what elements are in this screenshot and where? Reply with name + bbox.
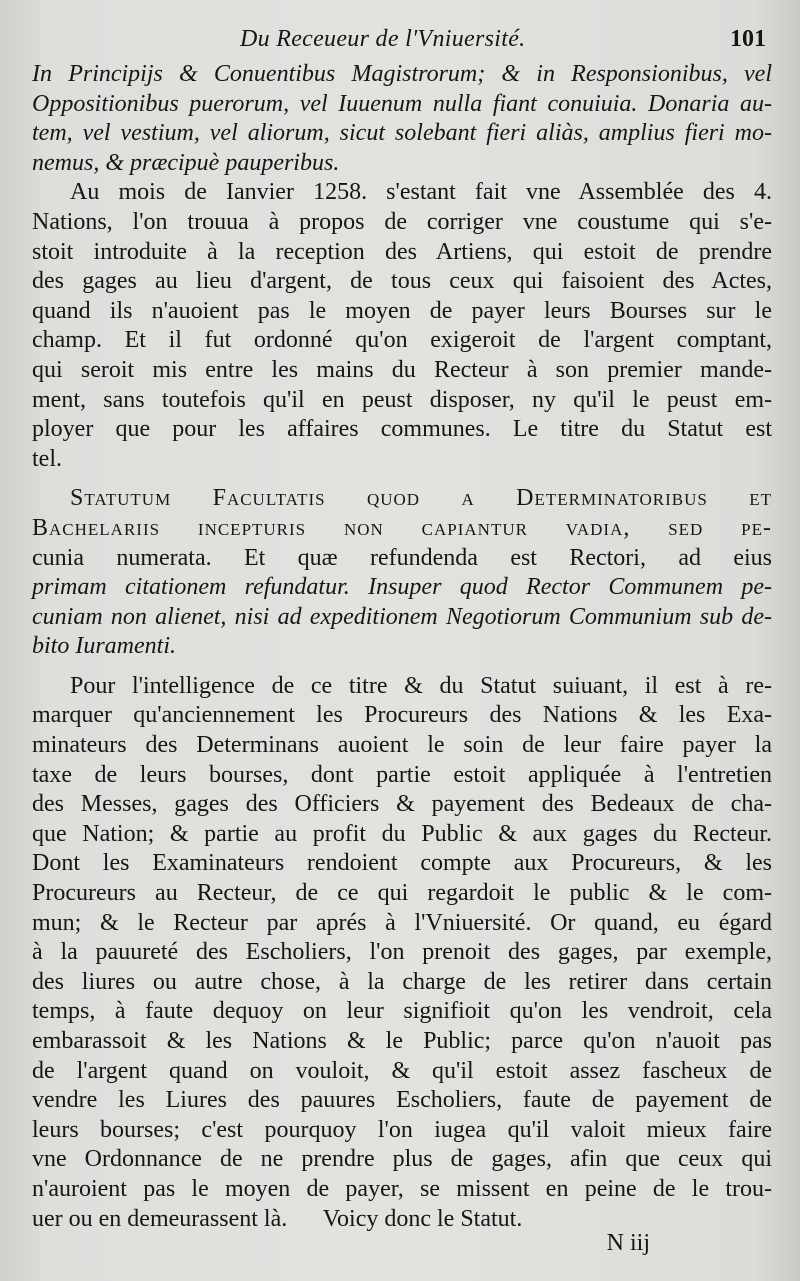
- paragraph-gap: [32, 662, 772, 672]
- running-title: Du Receueur de l'Vniuersité.: [240, 26, 526, 52]
- text-line: ment, sans toutefois qu'il en peust disposer, ny qu'il le peust em-: [32, 386, 772, 413]
- text-line: mun; & le Recteur par aprés à l'Vniuersité. Or quand, eu égard: [32, 909, 772, 936]
- text-line: Procureurs au Recteur, de ce qui regardoit le public & le com-: [32, 880, 772, 907]
- text-line: taxe de leurs bourses, dont partie estoit appliquée à l'entretien: [32, 761, 772, 788]
- text-line: nemus, & præcipuè pauperibus.: [32, 149, 340, 176]
- text-line: à la pauureté des Escholiers, l'on prenoit des gages, par exemple,: [32, 939, 772, 966]
- text-line: Pour l'intelligence de ce titre & du Statut suiuant, il est à re-: [70, 672, 772, 699]
- text-line: Statutum Facultatis quod a Determinatoribus et: [70, 485, 772, 512]
- text-line: Bachelariis incepturis non capiantur vadia, sed pe-: [32, 514, 772, 541]
- text-line: cunia numerata. Et quæ refundenda est Rectori, ad eius: [32, 544, 772, 571]
- text-line: Au mois de Ianvier 1258. s'estant fait vne Assemblée des 4.: [70, 179, 772, 206]
- text-line: uer ou en demeurassent là. Voicy donc le Statut.: [32, 1205, 523, 1232]
- text-line: des liures ou autre chose, à la charge de les retirer dans certain: [32, 968, 772, 995]
- text-line: In Principijs & Conuentibus Magistrorum; & in Responsionibus, vel: [32, 61, 772, 87]
- paragraph-gap: [32, 474, 772, 484]
- text-line: n'auroient pas le moyen de payer, se missent en peine de le trou-: [32, 1175, 772, 1202]
- text-line: tel.: [32, 445, 62, 472]
- latin-quotation: [32, 60, 772, 178]
- text-line: de l'argent quand on vouloit, & qu'il estoit assez fascheux de: [32, 1057, 772, 1084]
- paragraph-assemblee: [32, 178, 772, 474]
- text-line: temps, à faute dequoy on leur signifioit qu'on les vendroit, cela: [32, 998, 772, 1025]
- text-line: Oppositionibus puerorum, vel Iuuenum nulla fiant conuiuia. Donaria au-: [32, 90, 772, 117]
- text-line: Dont les Examinateurs rendoient compte aux Procureurs, & les: [32, 850, 772, 877]
- running-head: [0, 26, 800, 60]
- text-line: stoit introduite à la reception des Artiens, qui estoit de prendre: [32, 238, 772, 265]
- paragraph-intelligence: [32, 672, 772, 1234]
- text-line: ployer que pour les affaires communes. Le titre du Statut est: [32, 416, 772, 443]
- text-line: cuniam non alienet, nisi ad expeditionem Negotiorum Communium sub de-: [32, 603, 772, 630]
- statute-title: [32, 484, 772, 662]
- text-line: Nations, l'on trouua à propos de corriger vne coustume qui s'e-: [32, 208, 772, 235]
- page-body: [32, 60, 772, 1234]
- text-line: des Messes, gages des Officiers & payement des Bedeaux de cha-: [32, 791, 772, 818]
- text-line: marquer qu'anciennement les Procureurs des Nations & les Exa-: [32, 702, 772, 729]
- text-line: leurs bourses; c'est pourquoy l'on iugea qu'il valoit mieux faire: [32, 1116, 772, 1143]
- page-number: 101: [730, 26, 766, 52]
- signature-mark: N iij: [606, 1230, 650, 1256]
- text-line: primam citationem refundatur. Insuper quod Rector Communem pe-: [32, 574, 772, 601]
- text-line: qui seroit mis entre les mains du Recteur à son premier mande-: [32, 356, 772, 383]
- text-line: que Nation; & partie au profit du Public & aux gages du Recteur.: [32, 820, 772, 847]
- text-line: vne Ordonnance de ne prendre plus de gages, afin que ceux qui: [32, 1146, 772, 1173]
- text-line: vendre les Liures des pauures Escholiers, faute de payement de: [32, 1087, 772, 1114]
- text-line: quand ils n'auoient pas le moyen de payer leurs Bourses sur le: [32, 297, 772, 324]
- text-line: tem, vel vestium, vel aliorum, sicut solebant fieri aliàs, amplius fieri mo-: [32, 120, 772, 147]
- text-line: bito Iuramenti.: [32, 633, 176, 660]
- text-line: embarassoit & les Nations & le Public; parce qu'on n'auoit pas: [32, 1028, 772, 1054]
- text-line: minateurs des Determinans auoient le soin de leur faire payer la: [32, 732, 772, 759]
- text-line: des gages au lieu d'argent, de tous ceux qui faisoient des Actes,: [32, 268, 772, 295]
- text-line: champ. Et il fut ordonné qu'on exigeroit de l'argent comptant,: [32, 327, 772, 354]
